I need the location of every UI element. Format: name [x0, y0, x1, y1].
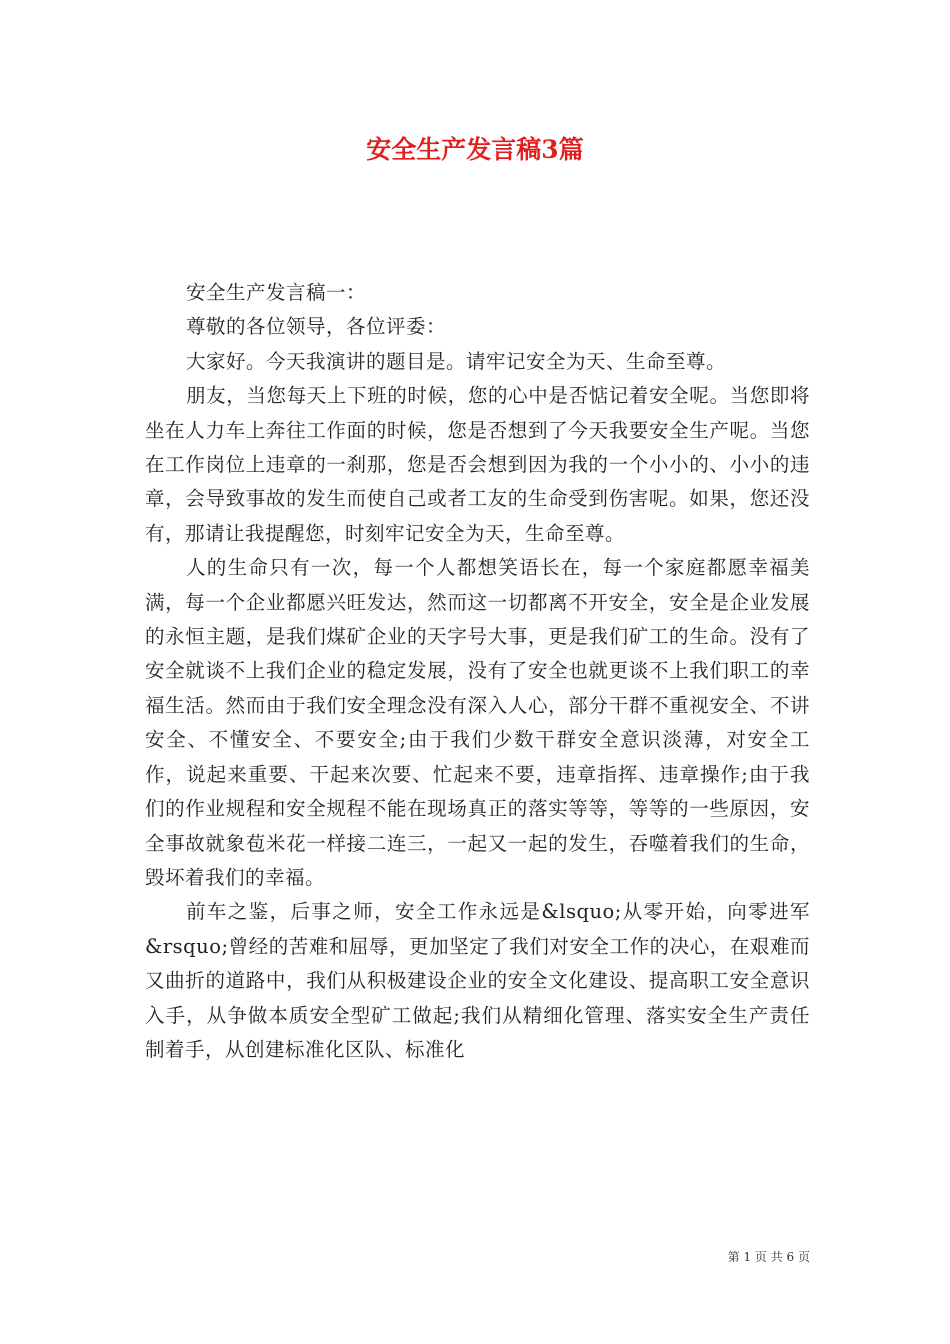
paragraph-body: 朋友，当您每天上下班的时候，您的心中是否惦记着安全呢。当您即将坐在人力车上奔往工作面的时候，您是否想到了今天我要安全生产呢。当您在工作岗位上违章的一刹那，您是否会想到因为我的一个小小的、小小的违章，会导致事故的发生而使自己或者工友的生命受到伤害呢。如果，您还没有，那请让我提醒您，时刻牢记安全为天，生命至尊。	[145, 384, 810, 545]
paragraph-section-heading: 安全生产发言稿一：	[185, 281, 366, 304]
document-title: 安全生产发言稿3篇	[366, 135, 584, 164]
paragraph-salutation: 尊敬的各位领导，各位评委：	[185, 315, 446, 339]
document-body	[145, 276, 810, 1067]
page-number-footer: 第 1 页 共 6 页	[727, 1250, 810, 1264]
paragraph-body: 人的生命只有一次，每一个人都想笑语长在，每一个家庭都愿幸福美满，每一个企业都愿兴旺发达，然而这一切都离不开安全，安全是企业发展的永恒主题，是我们煤矿企业的天字号大事，更是我们矿工的生命。没有了安全就谈不上我们企业的稳定发展，没有了安全也就更谈不上我们职工的幸福生活。然而由于我们安全理念没有深入人心，部分干群不重视安全、不讲安全、不懂安全、不要安全;由于我们少数干群安全意识淡薄，对安全工作，说起来重要、干起来次要、忙起来不要，违章指挥、违章操作;由于我们的作业规程和安全规程不能在现场真正的落实等等，等等的一些原因，安全事故就象苞米花一样接二连三，一起又一起的发生，吞噬着我们的生命，毁坏着我们的幸福。	[145, 556, 810, 889]
paragraph-greeting: 大家好。今天我演讲的题目是。请牢记安全为天、生命至尊。	[185, 349, 726, 373]
paragraph-body: 前车之鉴，后事之师，安全工作永远是&lsquo;从零开始，向零进军&rsquo;曾经的苦难和屈辱，更加坚定了我们对安全工作的决心，在艰难而又曲折的道路中，我们从积极建设企业的安全文化建设、提高职工安全意识入手，从争做本质安全型矿工做起;我们从精细化管理、落实安全生产责任制着手，从创建标准化区队、标准化	[145, 900, 810, 1061]
